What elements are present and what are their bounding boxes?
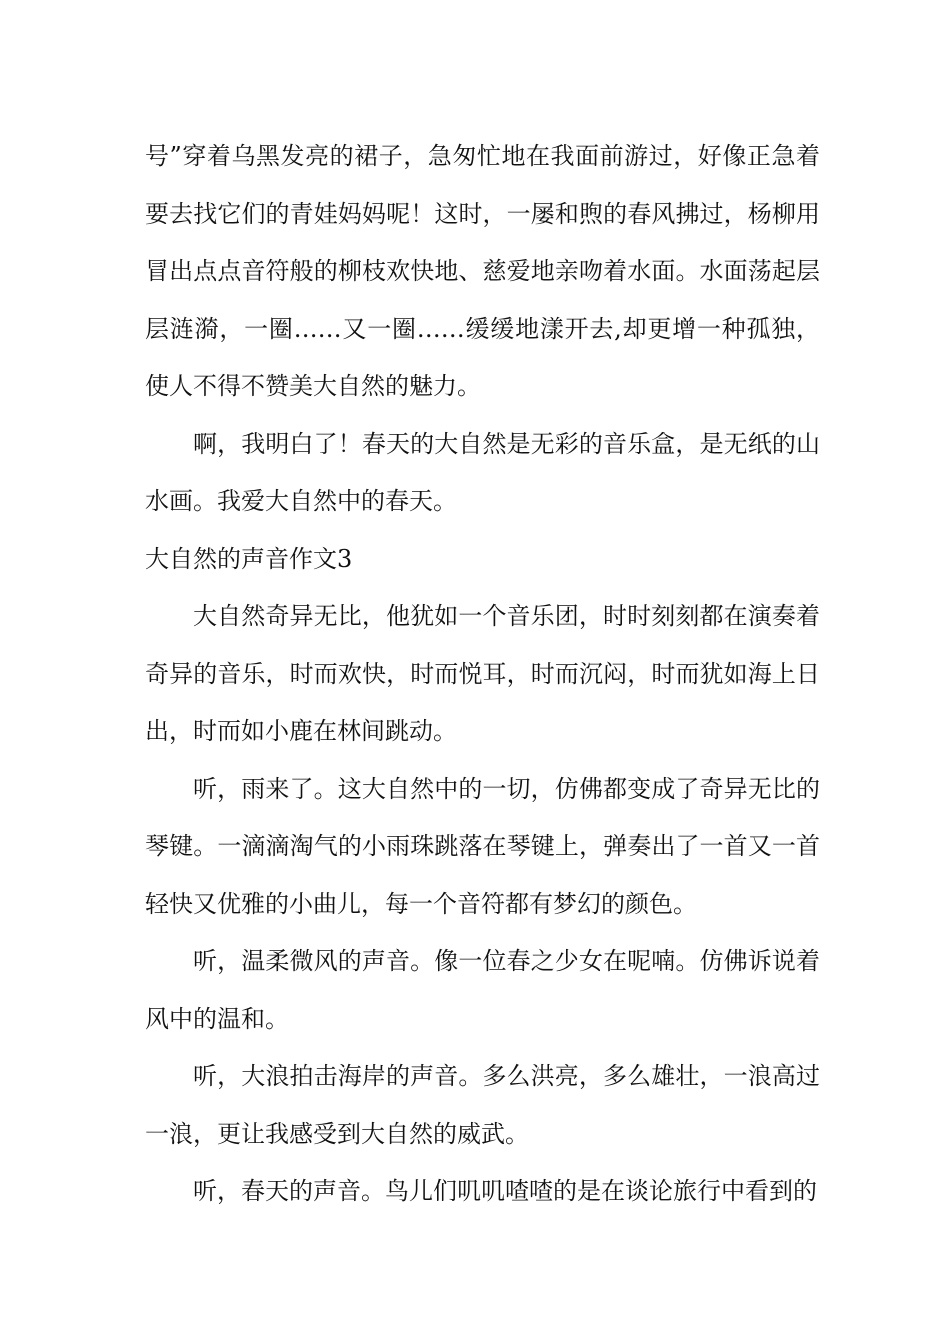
document-body bbox=[145, 128, 820, 1221]
section-title: 大自然的声音作文3 bbox=[145, 544, 353, 573]
paragraph: 啊，我明白了！春天的大自然是无彩的音乐盒，是无纸的山水画。我爱大自然中的春天。 bbox=[145, 429, 820, 515]
paragraph: 听，雨来了。这大自然中的一切，仿佛都变成了奇异无比的琴键。一滴滴淘气的小雨珠跳落在琴键上，弹奏出了一首又一首轻快又优雅的小曲儿，每一个音符都有梦幻的颜色。 bbox=[145, 774, 820, 918]
paragraph-continued: 号”穿着乌黑发亮的裙子，急匆忙地在我面前游过，好像正急着要去找它们的青娃妈妈呢！这时，一屡和煦的春风拂过，杨柳用冒出点点音符般的柳枝欢快地、慈爱地亲吻着水面。水面荡起层层涟漪，一圈……又一圈……缓缓地漾开去,却更增一种孤独，使人不得不赞美大自然的魅力。 bbox=[145, 142, 820, 400]
paragraph: 大自然奇异无比，他犹如一个音乐团，时时刻刻都在演奏着奇异的音乐，时而欢快，时而悦耳，时而沉闷，时而犹如海上日出，时而如小鹿在林间跳动。 bbox=[145, 602, 820, 745]
paragraph: 听，春天的声音。鸟儿们叽叽喳喳的是在谈论旅行中看到的 bbox=[193, 1177, 817, 1205]
paragraph: 听，大浪拍击海岸的声音。多么洪亮，多么雄壮，一浪高过一浪，更让我感受到大自然的威武。 bbox=[145, 1062, 820, 1148]
paragraph: 听，温柔微风的声音。像一位春之少女在呢喃。仿佛诉说着风中的温和。 bbox=[145, 947, 820, 1033]
